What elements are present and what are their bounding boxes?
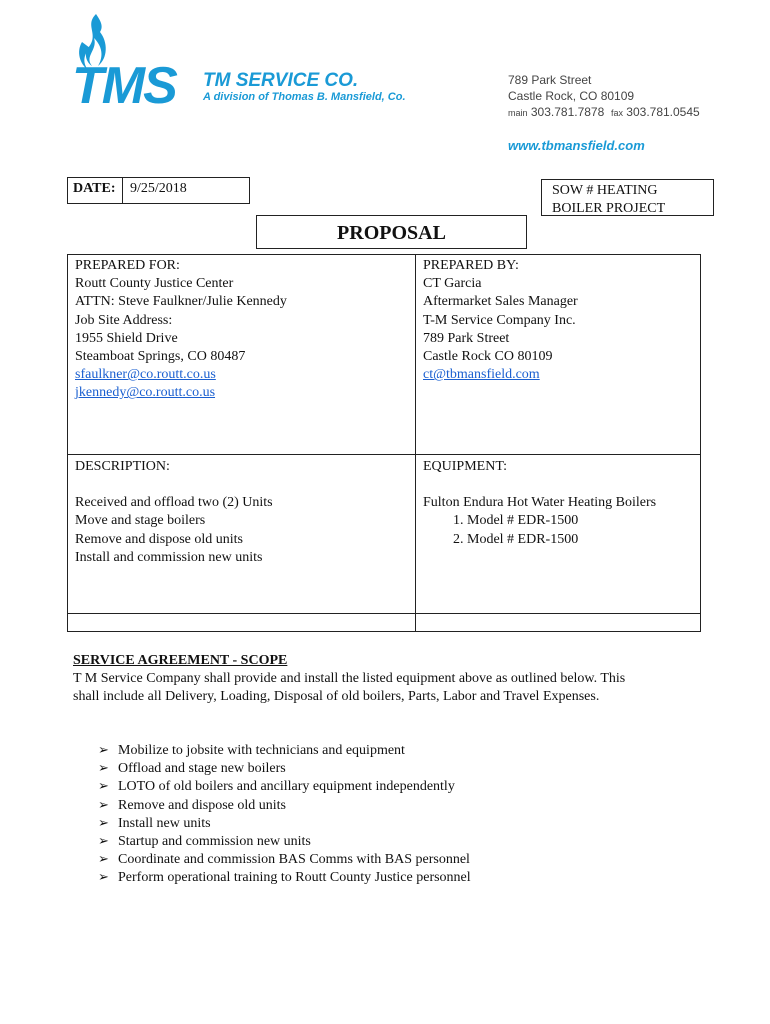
proposal-grid <box>67 254 701 632</box>
scope-text-line: T M Service Company shall provide and install the listed equipment above as outlined below. This <box>73 671 626 687</box>
bullet-item <box>98 851 471 869</box>
grid-divider-row1 <box>68 454 700 455</box>
sow-box <box>541 179 714 216</box>
date-box <box>67 177 250 204</box>
prepared-by-line: 789 Park Street <box>423 330 510 346</box>
bullet-text: Remove and dispose old units <box>118 797 286 813</box>
prepared-for-line: Routt County Justice Center <box>75 276 234 292</box>
arrow-bullet-icon: ➢ <box>98 779 109 795</box>
equipment-label: EQUIPMENT: <box>423 459 508 474</box>
scope-bullet-list <box>98 742 471 888</box>
description-label: DESCRIPTION: <box>75 459 170 474</box>
fax-label: fax <box>610 108 623 118</box>
bullet-item <box>98 869 471 887</box>
description-cell <box>75 458 273 567</box>
prepared-for-line: Steamboat Springs, CO 80487 <box>75 349 246 365</box>
arrow-bullet-icon: ➢ <box>98 761 109 777</box>
main-label: main <box>508 108 528 118</box>
arrow-bullet-icon: ➢ <box>98 852 109 868</box>
main-phone: 303.781.7878 <box>530 105 605 119</box>
address-city: Castle Rock, CO 80109 <box>508 89 635 103</box>
description-line: Received and offload two (2) Units <box>75 495 273 511</box>
bullet-item <box>98 815 471 833</box>
prepared-for-line: Job Site Address: <box>75 312 173 328</box>
fax-phone: 303.781.0545 <box>626 105 700 119</box>
bullet-text: LOTO of old boilers and ancillary equipment independently <box>118 779 455 795</box>
tms-logo-text: TMS <box>72 57 176 115</box>
bullet-item <box>98 778 471 796</box>
prepared-by-label: PREPARED BY: <box>423 258 519 273</box>
company-division: A division of Thomas B. Mansfield, Co. <box>203 91 406 103</box>
bullet-text: Startup and commission new units <box>118 834 311 850</box>
description-line: Remove and dispose old units <box>75 531 243 547</box>
bullet-text: Perform operational training to Routt County Justice personnel <box>118 870 471 886</box>
prepared-by-line: Castle Rock CO 80109 <box>423 349 553 365</box>
bullet-item <box>98 833 471 851</box>
phone-line <box>508 106 700 118</box>
date-value: 9/25/2018 <box>130 181 187 196</box>
proposal-title: PROPOSAL <box>256 215 527 249</box>
website-link[interactable]: www.tbmansfield.com <box>508 138 645 153</box>
address-street: 789 Park Street <box>508 73 592 87</box>
description-line: Install and commission new units <box>75 549 263 565</box>
scope-text-line: shall include all Delivery, Loading, Disposal of old boilers, Parts, Labor and Travel Expenses. <box>73 689 600 705</box>
prepared-by-line: T-M Service Company Inc. <box>423 312 576 328</box>
date-label: DATE: <box>68 178 123 203</box>
bullet-text: Mobilize to jobsite with technicians and equipment <box>118 743 405 758</box>
arrow-bullet-icon: ➢ <box>98 834 109 850</box>
arrow-bullet-icon: ➢ <box>98 815 109 831</box>
arrow-bullet-icon: ➢ <box>98 797 109 813</box>
sow-line-1: SOW # HEATING <box>552 183 658 198</box>
prepared-by-line: CT Garcia <box>423 276 482 292</box>
sow-line-2: BOILER PROJECT <box>552 201 666 216</box>
arrow-bullet-icon: ➢ <box>98 743 109 758</box>
scope-section <box>73 652 713 707</box>
prepared-for-cell <box>75 257 287 403</box>
prepared-for-line: 1955 Shield Drive <box>75 330 178 346</box>
prepared-for-line: ATTN: Steve Faulkner/Julie Kennedy <box>75 294 287 310</box>
email-link-kennedy[interactable]: jkennedy@co.routt.co.us <box>75 385 216 401</box>
grid-divider-row2 <box>68 613 700 614</box>
email-link-garcia[interactable]: ct@tbmansfield.com <box>423 367 540 383</box>
bullet-item <box>98 760 471 778</box>
prepared-by-line: Aftermarket Sales Manager <box>423 294 578 310</box>
grid-divider-vertical <box>415 255 416 632</box>
equipment-heading: Fulton Endura Hot Water Heating Boilers <box>423 495 657 511</box>
email-link-faulkner[interactable]: sfaulkner@co.routt.co.us <box>75 367 216 383</box>
company-name: TM SERVICE CO. <box>203 70 359 91</box>
equipment-cell <box>423 458 656 549</box>
prepared-for-label: PREPARED FOR: <box>75 258 180 273</box>
bullet-item <box>98 797 471 815</box>
prepared-by-cell <box>423 257 578 384</box>
arrow-bullet-icon: ➢ <box>98 870 109 886</box>
bullet-text: Offload and stage new boilers <box>118 761 286 777</box>
bullet-text: Install new units <box>118 815 211 831</box>
scope-title: SERVICE AGREEMENT - SCOPE <box>73 653 288 668</box>
equipment-item: 2. Model # EDR-1500 <box>467 531 656 549</box>
description-line: Move and stage boilers <box>75 513 206 529</box>
bullet-text: Coordinate and commission BAS Comms with BAS personnel <box>118 852 470 868</box>
equipment-item: 1. Model # EDR-1500 <box>467 512 656 530</box>
bullet-item <box>98 742 471 760</box>
